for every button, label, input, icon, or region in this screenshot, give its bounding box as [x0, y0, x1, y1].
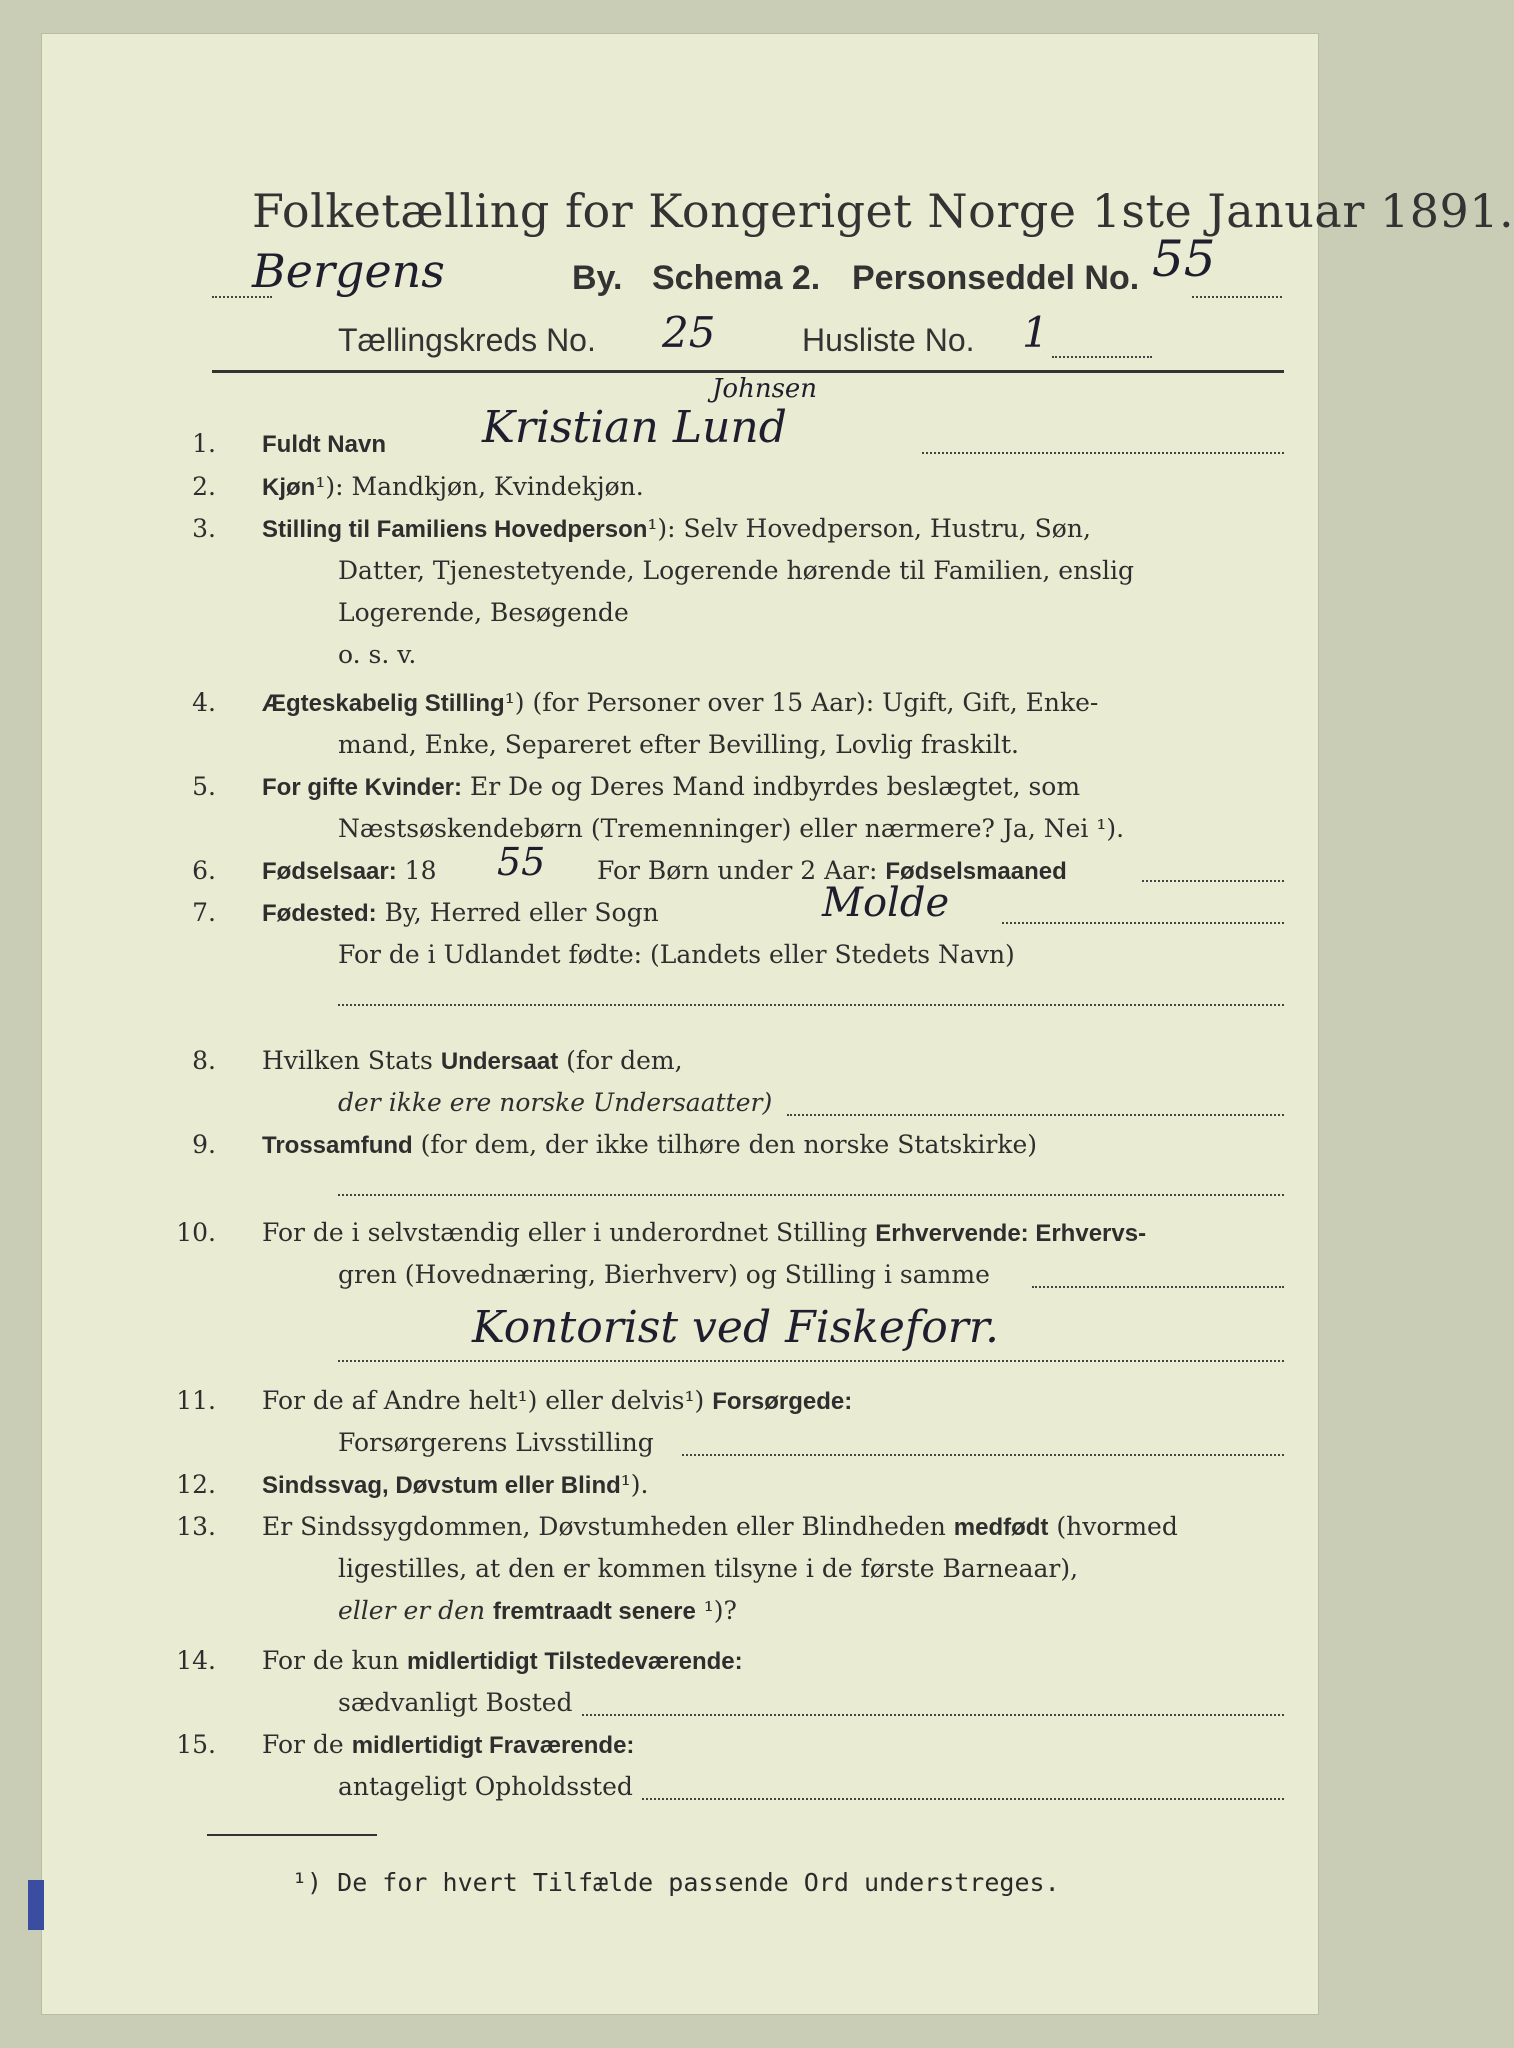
item-number: 12. — [176, 1470, 216, 1499]
item-text: By, Herred eller Sogn — [384, 898, 659, 927]
item-text: Datter, Tjenestetyende, Logerende hørende til Familien, enslig — [338, 556, 1135, 585]
husliste-label: Husliste No. — [802, 322, 975, 358]
item-text: mand, Enke, Separeret efter Bevilling, Lovlig fraskilt. — [338, 730, 1019, 759]
item-text: ligestilles, at den er kommen tilsyne i de første Barneaar), — [338, 1554, 1079, 1583]
dotted-line — [338, 1360, 1284, 1362]
item-number: 9. — [192, 1130, 216, 1159]
personseddel-label: Personseddel No. — [852, 259, 1140, 297]
item-label: For gifte Kvinder: — [262, 774, 463, 801]
item-number: 4. — [192, 688, 216, 717]
item-text: o. s. v. — [338, 640, 417, 669]
item-number: 8. — [192, 1046, 216, 1075]
item-text: For de — [262, 1730, 344, 1759]
item-text: Er De og Deres Mand indbyrdes beslægtet, som — [469, 772, 1081, 801]
item-text: For Børn under 2 Aar: — [597, 856, 878, 885]
form-title: Folketælling for Kongeriget Norge 1ste Januar 1891. — [252, 184, 1514, 238]
item-text: Forsørgerens Livsstilling — [338, 1428, 654, 1457]
item-label: Fødested: — [262, 900, 377, 927]
item-label: Fødselsaar: — [262, 858, 397, 885]
year-prefix: 18 — [404, 856, 437, 885]
item-number: 6. — [192, 856, 216, 885]
dotted-line — [922, 452, 1284, 454]
item-label: Undersaat — [440, 1048, 559, 1075]
dotted-line — [1142, 880, 1284, 882]
item-text: ¹): Mandkjøn, Kvindekjøn. — [315, 472, 644, 501]
item-text: (hvormed — [1056, 1512, 1178, 1541]
item-text: For de i selvstændig eller i underordnet Stilling — [262, 1218, 868, 1247]
item-text: ¹): Selv Hovedperson, Hustru, Søn, — [647, 514, 1091, 543]
item-text: ¹)? — [703, 1596, 737, 1625]
item-label: Stilling til Familiens Hovedperson — [262, 516, 648, 543]
dotted-line — [1032, 1286, 1284, 1288]
dotted-line — [642, 1798, 1284, 1800]
item-number: 2. — [192, 472, 216, 501]
item-label: medfødt — [953, 1514, 1049, 1541]
dotted-line — [1192, 296, 1282, 298]
item-text: sædvanligt Bosted — [338, 1688, 573, 1717]
item-label: Kjøn — [262, 474, 316, 501]
item-label: midlertidigt Tilstedeværende: — [406, 1648, 743, 1675]
dotted-line — [682, 1454, 1284, 1456]
schema-label: Schema 2. — [652, 259, 821, 297]
personseddel-number: 55 — [1152, 230, 1216, 288]
item-label: Fuldt Navn — [262, 431, 386, 458]
item-number: 11. — [176, 1386, 216, 1415]
item-text: (for dem, der ikke tilhøre den norske Statskirke) — [420, 1130, 1038, 1159]
item-label: Trossamfund — [262, 1132, 413, 1159]
item-number: 15. — [176, 1730, 216, 1759]
item-number: 3. — [192, 514, 216, 543]
birthplace-handwritten: Molde — [822, 880, 950, 926]
item-label: fremtraadt senere — [493, 1598, 696, 1625]
footnote: ¹) De for hvert Tilfælde passende Ord understreges. — [292, 1868, 1060, 1897]
margin-marker — [28, 1880, 44, 1930]
dotted-line — [787, 1114, 1284, 1116]
item-text: Logerende, Besøgende — [338, 598, 629, 627]
item-text: Næstsøskendebørn (Tremenninger) eller nærmere? Ja, Nei ¹). — [338, 814, 1125, 843]
footnote-rule — [207, 1834, 377, 1836]
item-text: der ikke ere norske Undersaatter) — [338, 1088, 773, 1117]
item-text: For de kun — [262, 1646, 400, 1675]
item-label: Fødselsmaaned — [885, 858, 1067, 885]
item-label: Erhvervende: Erhvervs- — [875, 1220, 1147, 1247]
surname-above: Johnsen — [712, 374, 818, 404]
item-text: ¹) (for Personer over 15 Aar): Ugift, Gift, Enke- — [504, 688, 1099, 717]
item-text: (for dem, — [566, 1046, 683, 1075]
birth-year-handwritten: 55 — [497, 840, 546, 884]
item-text: Er Sindssygdommen, Døvstumheden eller Blindheden — [262, 1512, 946, 1541]
item-label: Ægteskabelig Stilling — [262, 690, 505, 717]
item-label: midlertidigt Fraværende: — [351, 1732, 635, 1759]
dotted-line — [1052, 356, 1152, 358]
item-number: 7. — [192, 898, 216, 927]
item-number: 10. — [176, 1218, 216, 1247]
dotted-line — [338, 1194, 1284, 1196]
kreds-number: 25 — [662, 308, 716, 357]
item-text: gren (Hovednæring, Bierhverv) og Stilling i samme — [338, 1260, 990, 1289]
census-form — [42, 34, 1514, 2014]
item-number: 1. — [192, 429, 216, 458]
kreds-label: Tællingskreds No. — [338, 322, 596, 358]
header-rule — [212, 370, 1284, 373]
dotted-line — [582, 1714, 1284, 1716]
husliste-number: 1 — [1022, 308, 1049, 357]
item-label: Forsørgede: — [712, 1388, 853, 1415]
occupation-handwritten: Kontorist ved Fiskeforr. — [472, 1302, 999, 1353]
item-text: For de af Andre helt¹) eller delvis¹) — [262, 1386, 705, 1415]
full-name-handwritten: Kristian Lund — [482, 402, 787, 453]
item-text: eller er den — [338, 1596, 486, 1625]
dotted-line — [338, 1004, 1284, 1006]
item-number: 13. — [176, 1512, 216, 1541]
by-label: By. — [572, 259, 623, 297]
city-handwritten: Bergens — [252, 244, 445, 298]
item-text: Hvilken Stats — [262, 1046, 433, 1075]
item-text: ¹). — [620, 1470, 649, 1499]
item-text: antageligt Opholdssted — [338, 1772, 633, 1801]
item-text: For de i Udlandet fødte: (Landets eller Stedets Navn) — [338, 940, 1015, 969]
dotted-line — [1002, 922, 1284, 924]
item-number: 5. — [192, 772, 216, 801]
item-number: 14. — [176, 1646, 216, 1675]
item-label: Sindssvag, Døvstum eller Blind — [262, 1472, 621, 1499]
